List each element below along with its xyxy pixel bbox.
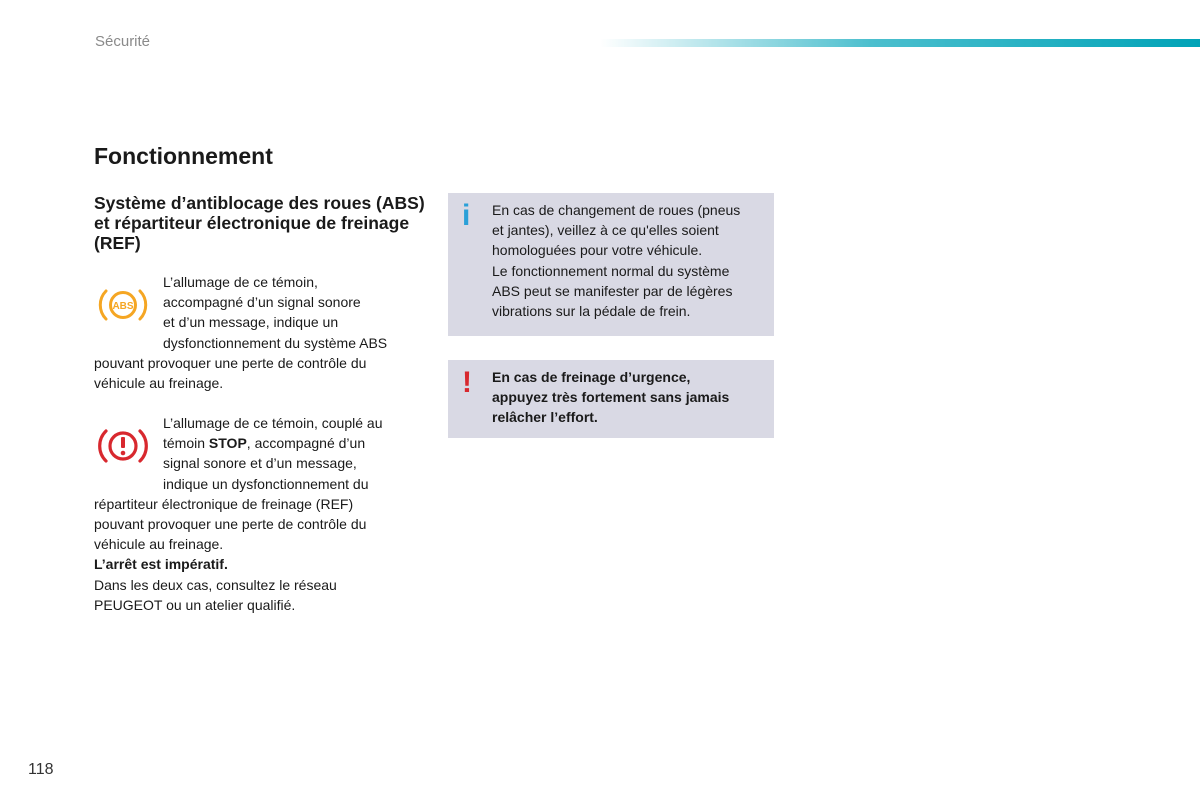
warning-note-box <box>448 360 774 438</box>
abs-text-line: accompagné d’un signal sonore <box>163 294 361 311</box>
abs-icon-label: ABS <box>112 301 134 312</box>
ref-text-fragment: , accompagné d’un <box>246 435 366 452</box>
warning-icon: ! <box>462 366 472 399</box>
ref-text-line: véhicule au freinage. <box>94 536 224 553</box>
section-subheading: Système d’antiblocage des roues (ABS) et répartiteur électronique de freinage (REF) <box>94 193 425 253</box>
abs-description <box>94 272 424 393</box>
ref-text-line: PEUGEOT ou un atelier qualifié. <box>94 596 296 613</box>
ref-text-line: pouvant provoquer une perte de contrôle du <box>94 516 367 533</box>
info-line: En cas de changement de roues (pneus <box>492 202 741 218</box>
info-note-text <box>492 200 768 321</box>
info-line: Le fonctionnement normal du système <box>492 262 730 279</box>
abs-text-line: véhicule au freinage. <box>94 375 224 392</box>
page-title: Fonctionnement <box>94 143 273 169</box>
ref-text-line: signal sonore et d’un message, <box>163 455 357 472</box>
header-accent-bar <box>600 39 1200 47</box>
info-line: et jantes), veillez à ce qu'elles soient <box>492 222 719 239</box>
abs-text-line: dysfonctionnement du système ABS <box>163 334 388 351</box>
info-note-box <box>448 193 774 336</box>
info-icon: i <box>462 199 471 232</box>
ref-text-line <box>94 433 424 453</box>
warning-line: En cas de freinage d’urgence, <box>492 369 691 385</box>
ref-description <box>94 413 424 615</box>
ref-text-fragment: témoin <box>163 435 209 452</box>
info-line: ABS peut se manifester par de légères <box>492 282 733 299</box>
ref-text-line: L’allumage de ce témoin, couplé au <box>163 415 383 431</box>
warning-note-text <box>492 367 768 428</box>
info-line: homologuées pour votre véhicule. <box>492 242 703 259</box>
abs-text-line: L’allumage de ce témoin, <box>163 274 318 290</box>
stop-required-text: L’arrêt est impératif. <box>94 556 228 573</box>
abs-text-line: pouvant provoquer une perte de contrôle du <box>94 354 367 371</box>
section-label: Sécurité <box>95 33 151 50</box>
warning-line: appuyez très fortement sans jamais <box>492 389 730 406</box>
ref-text-line: Dans les deux cas, consultez le réseau <box>94 576 337 593</box>
abs-text-line: et d’un message, indique un <box>163 314 339 331</box>
ref-text-line: répartiteur électronique de freinage (REF) <box>94 495 354 512</box>
page-number: 118 <box>28 761 54 778</box>
stop-label: STOP <box>208 435 247 452</box>
warning-line: relâcher l’effort. <box>492 409 598 426</box>
info-line: vibrations sur la pédale de frein. <box>492 303 691 320</box>
ref-text-line: indique un dysfonctionnement du <box>163 475 369 492</box>
